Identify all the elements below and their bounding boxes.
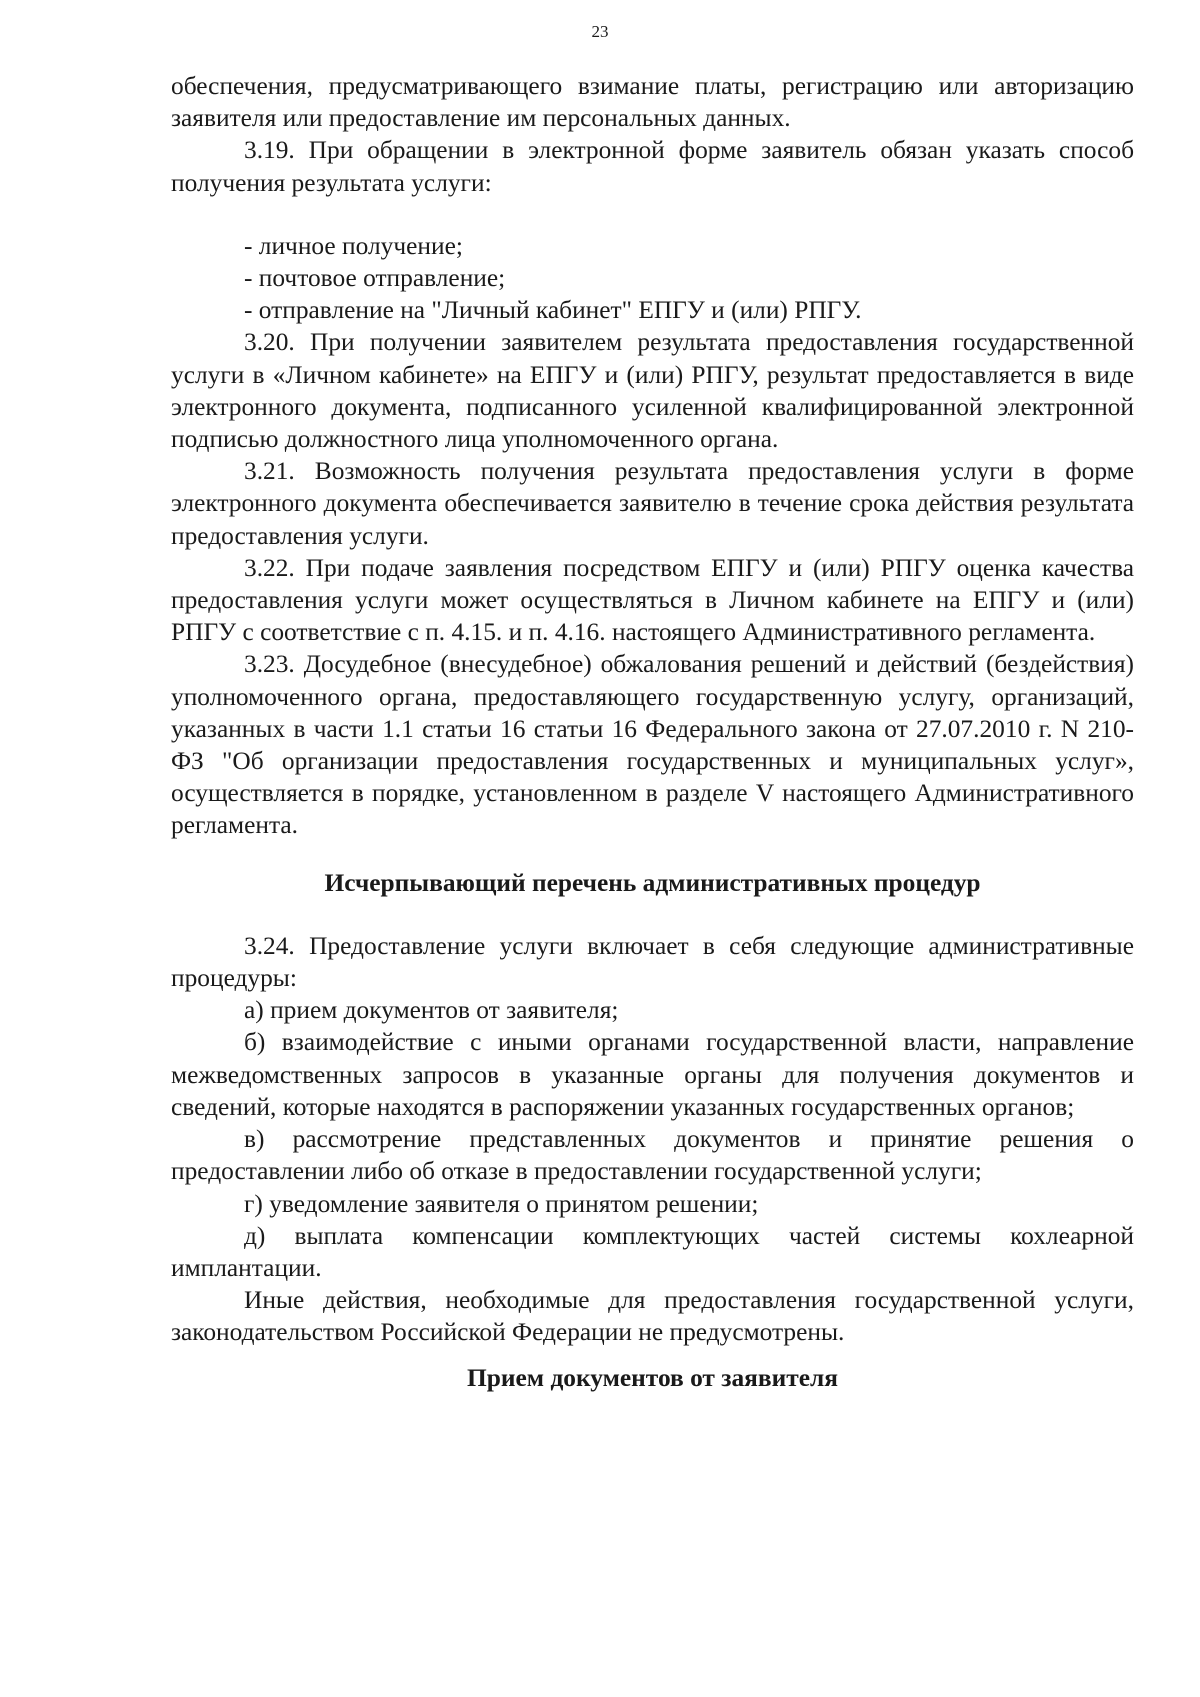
paragraph-3-19: 3.19. При обращении в электронной форме заявитель обязан указать способ получения результата услуги: [171,136,1134,197]
page-number: 23 [591,22,609,41]
intro-paragraph: обеспечения, предусматривающего взимание платы, регистрацию или авторизацию заявителя или предоставление им персональных данных. [171,72,1134,133]
procedure-item-b: б) взаимодействие с иными органами государственной власти, направление межведомственных запросов в указанные органы для получения документов и сведений, которые находятся в распоряжении указанных государственных органов; [171,1028,1134,1121]
section-heading-procedures: Исчерпывающий перечень административных процедур [324,868,981,897]
procedure-item-d: д) выплата компенсации комплектующих частей системы кохлеарной имплантации. [171,1221,1134,1282]
procedure-item-a: а) прием документов от заявителя; [244,996,619,1025]
list-item: - отправление на "Личный кабинет" ЕПГУ и (или) РПГУ. [244,296,862,325]
section-heading-document-intake: Прием документов от заявителя [467,1363,838,1392]
paragraph-3-23: 3.23. Досудебное (внесудебное) обжалования решений и действий (бездействия) уполномоченного органа, предоставляющего государственную услугу, организаций, указанных в части 1.1 статьи 16 статьи 16 Федерального закона от 27.07.2010 г. N 210-ФЗ "Об организации предоставления государственных и муниципальных услуг», осуществляется в порядке, установленном в разделе V настоящего Административного регламента. [171,650,1134,840]
procedure-item-g: г) уведомление заявителя о принятом решении; [244,1189,759,1218]
receipt-methods-list [171,230,1134,327]
paragraph-3-21: 3.21. Возможность получения результата предоставления услуги в форме электронного документа обеспечивается заявителю в течение срока действия результата предоставления услуги. [171,457,1134,550]
procedures-list [171,994,1134,1284]
list-item: - почтовое отправление; [244,264,506,293]
other-actions-paragraph: Иные действия, необходимые для предоставления государственной услуги, законодательством Российской Федерации не предусмотрены. [171,1286,1134,1347]
procedure-item-v: в) рассмотрение представленных документов и принятие решения о предоставлении либо об отказе в предоставлении государственной услуги; [171,1125,1134,1186]
paragraph-3-24: 3.24. Предоставление услуги включает в себя следующие административные процедуры: [171,931,1134,993]
document-body [171,70,1134,1394]
paragraph-3-20: 3.20. При получении заявителем результата предоставления государственной услуги в «Личном кабинете» на ЕПГУ и (или) РПГУ, результат предоставляется в виде электронного документа, подписанного усиленной квалифицированной электронной подписью должностного лица уполномоченного органа. [171,328,1134,454]
paragraph-3-22: 3.22. При подаче заявления посредством ЕПГУ и (или) РПГУ оценка качества предоставления услуги может осуществляться в Личном кабинете на ЕПГУ и (или) РПГУ с соответствие с п. 4.15. и п. 4.16. настоящего Административного регламента. [171,553,1134,647]
list-spacer [171,199,1134,230]
list-item: - личное получение; [244,231,463,260]
